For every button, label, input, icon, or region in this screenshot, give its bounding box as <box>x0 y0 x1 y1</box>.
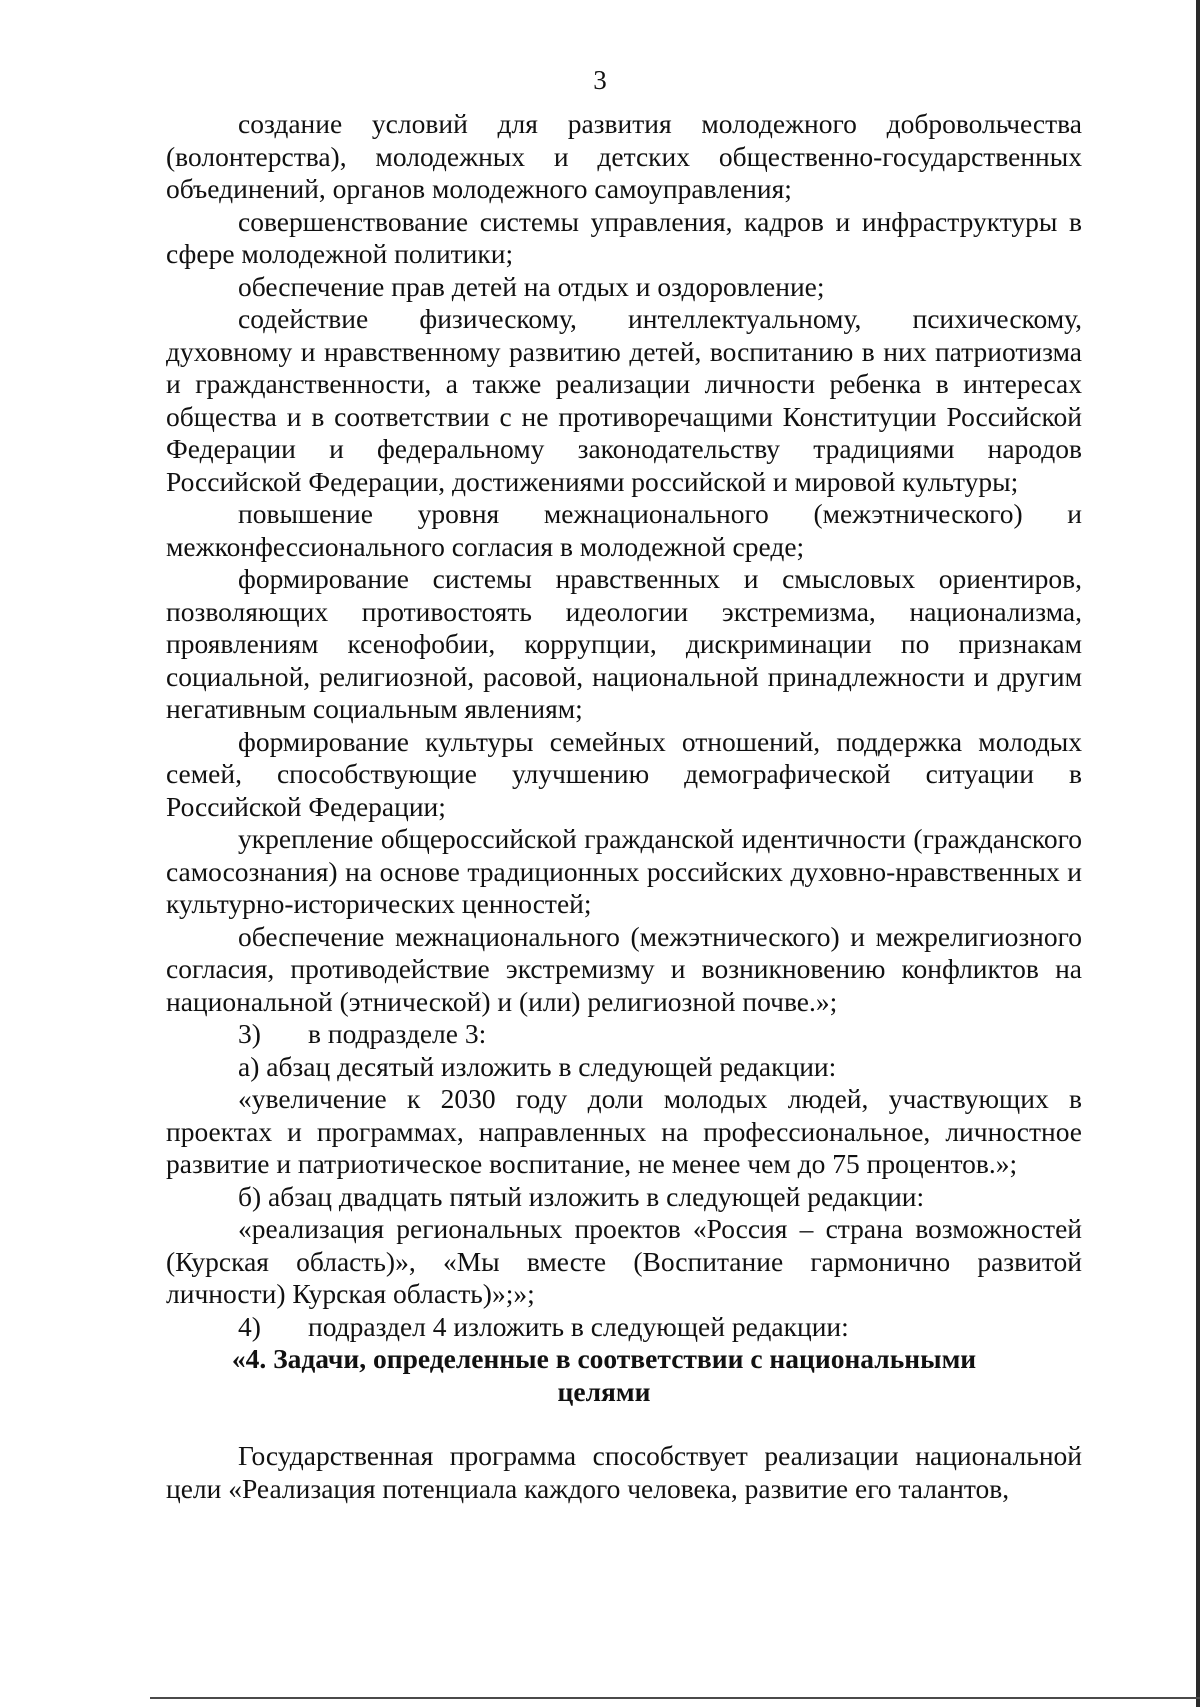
list-item-3-text: в подразделе 3: <box>308 1018 487 1049</box>
section-heading-line-1: «4. Задачи, определенные в соответствии с национальными <box>231 1343 977 1374</box>
list-item-3-number: 3) <box>238 1018 261 1049</box>
paragraph-children-rights: обеспечение прав детей на отдых и оздоровление; <box>238 270 825 302</box>
spacer <box>166 1408 1082 1440</box>
list-item-4-text: подраздел 4 изложить в следующей редакции: <box>308 1310 849 1342</box>
paragraph-moral-orientation: формирование системы нравственных и смысловых ориентиров, позволяющих противостоять идеологии экстремизма, национализма, проявлениям ксенофобии, коррупции, дискриминации по признакам социальной, религиозной, расовой, национальной принадлежности и другим негативным социальным явлениям; <box>166 563 1082 724</box>
section-heading <box>166 1343 1042 1408</box>
paragraph-child-development: содействие физическому, интеллектуальному, психическому, духовному и нравственному развитию детей, воспитанию в них патриотизма и гражданственности, а также реализации личности ребенка в интересах общества и в соответствии с не противоречащими Конституции Российской Федерации и федеральному законодательству традициями народов Российской Федерации, достижениями российской и мировой культуры; <box>166 303 1082 497</box>
list-item-4 <box>166 1311 1082 1344</box>
list-item-4-number: 4) <box>238 1310 261 1342</box>
page-number: 3 <box>593 65 607 95</box>
list-item-3 <box>166 1018 1082 1051</box>
paragraph-civic-identity: укрепление общероссийской гражданской идентичности (гражданского самосознания) на основе традиционных российских духовно-нравственных и культурно-исторических ценностей; <box>166 823 1082 919</box>
paragraph-amendment-b: б) абзац двадцать пятый изложить в следующей редакции: <box>238 1180 925 1212</box>
paragraph-amendment-a: а) абзац десятый изложить в следующей редакции: <box>238 1050 837 1082</box>
document-body <box>166 108 1082 1505</box>
paragraph-interethnic-harmony: повышение уровня межнационального (межэтнического) и межконфессионального согласия в молодежной среде; <box>166 498 1082 562</box>
paragraph-management-system: совершенствование системы управления, кадров и инфраструктуры в сфере молодежной политики; <box>166 205 1082 269</box>
paragraph-youth-volunteering: создание условий для развития молодежного добровольчества (волонтерства), молодежных и детских общественно-государственных объединений, органов молодежного самоуправления; <box>166 108 1082 204</box>
paragraph-national-goal: Государственная программа способствует реализации национальной цели «Реализация потенциала каждого человека, развитие его талантов, <box>166 1440 1082 1504</box>
paragraph-interreligious-harmony: обеспечение межнационального (межэтнического) и межрелигиозного согласия, противодействие экстремизму и возникновению конфликтов на национальной (этнической) и (или) религиозной почве.»; <box>166 920 1082 1017</box>
scan-edge-bottom <box>150 1697 1200 1699</box>
scan-edge-right <box>1196 0 1200 1707</box>
paragraph-youth-share-target: «увеличение к 2030 году доли молодых людей, участвующих в проектах и программах, направленных на профессиональное, личностное развитие и патриотическое воспитание, не менее чем до 75 процентов.»; <box>166 1083 1082 1179</box>
paragraph-family-culture: формирование культуры семейных отношений, поддержка молодых семей, способствующие улучшению демографической ситуации в Российской Федерации; <box>166 725 1082 822</box>
paragraph-regional-projects: «реализация региональных проектов «Россия – страна возможностей (Курская область)», «Мы вместе (Воспитание гармонично развитой личности) Курская область)»;»; <box>166 1213 1082 1309</box>
section-heading-line-2: целями <box>557 1375 651 1407</box>
